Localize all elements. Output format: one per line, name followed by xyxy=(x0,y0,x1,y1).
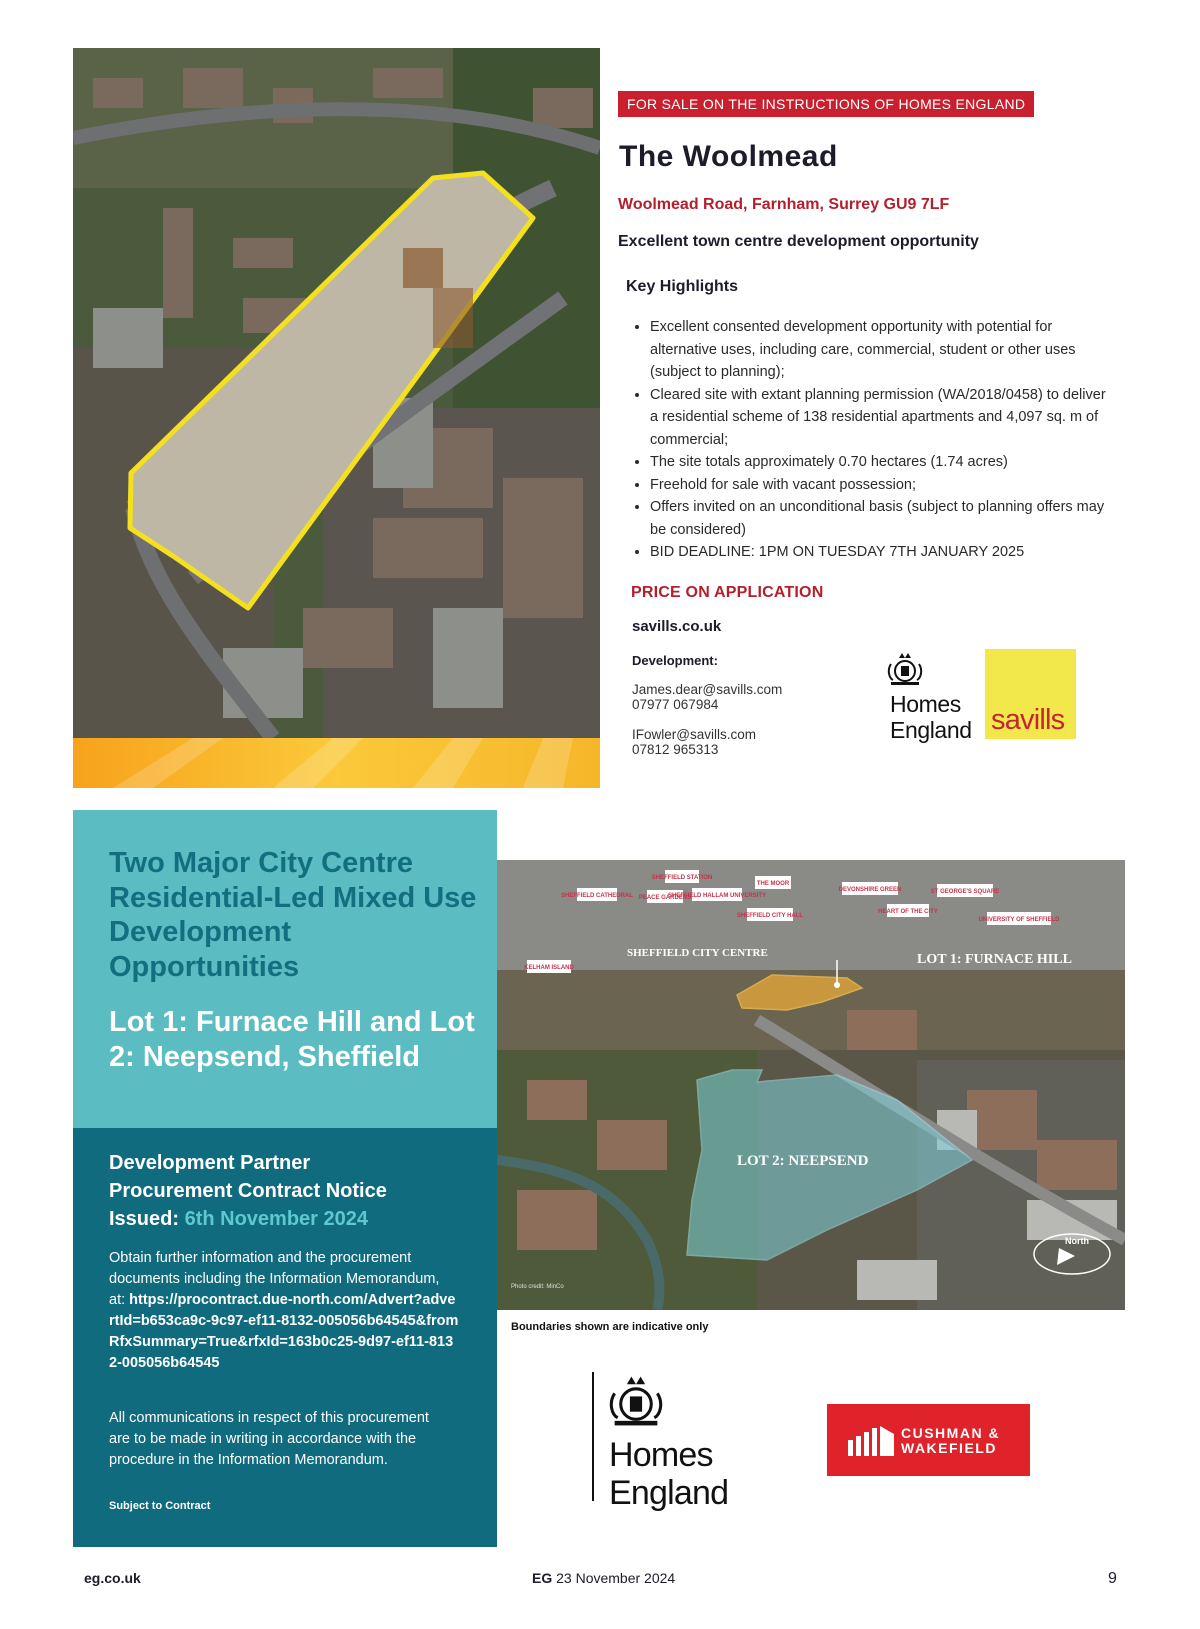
list-item: • Excellent consented development opportunity with potential for alternative uses, including care, commercial, student or other uses (subject to planning); xyxy=(650,316,1110,384)
highlights-list xyxy=(630,316,1110,564)
homes-england-wordmark: Homes England xyxy=(890,691,972,743)
map-label-kelham: KELHAM ISLAND xyxy=(524,965,574,971)
map-label-lot2: LOT 2: NEEPSEND xyxy=(737,1153,869,1169)
map-label-station: SHEFFIELD STATION xyxy=(651,875,713,881)
property-subtitle: Excellent town centre development opportunity xyxy=(618,233,979,250)
map-label-city-centre: SHEFFIELD CITY CENTRE xyxy=(627,947,768,959)
map-label-heart-of-city: HEART OF THE CITY xyxy=(878,909,938,915)
development-label: Development: xyxy=(632,653,718,668)
map-label-devonshire: DEVONSHIRE GREEN xyxy=(838,887,902,893)
list-item: • Freehold for sale with vacant possession; xyxy=(650,474,1110,497)
for-sale-tag: FOR SALE ON THE INSTRUCTIONS OF HOMES ENGLAND xyxy=(618,91,1034,117)
subject-to-contract: Subject to Contract xyxy=(109,1500,211,1512)
property-address: Woolmead Road, Farnham, Surrey GU9 7LF xyxy=(618,196,950,213)
logo-divider xyxy=(592,1372,594,1501)
sheffield-heading: Two Major City Centre Residential-Led Mixed Use Development Opportunities xyxy=(109,847,477,983)
royal-crest-icon xyxy=(885,650,925,688)
map-label-cathedral: SHEFFIELD CATHEDRAL xyxy=(561,893,633,899)
royal-crest-icon xyxy=(604,1372,668,1430)
contact-2-email[interactable]: IFowler@savills.com xyxy=(632,727,756,742)
map-label-lot1: LOT 1: FURNACE HILL xyxy=(917,952,1072,967)
homes-england-wordmark: Homes England xyxy=(609,1436,729,1512)
contact-1-phone: 07977 067984 xyxy=(632,697,719,712)
notice-heading: Development Partner Procurement Contract Notice Issued: 6th November 2024 xyxy=(109,1152,387,1230)
property-title: The Woolmead xyxy=(619,140,838,173)
cushman-wakefield-logo: CUSHMAN & WAKEFIELD xyxy=(827,1404,1030,1476)
contact-2 xyxy=(632,727,756,757)
map-caption: Boundaries shown are indicative only xyxy=(511,1321,709,1333)
notice-body: Obtain further information and the procurement documents including the Information Memorandum, at: https://procontract.due-north.com/Advert?advertId=b653ca9c-9c97-ef11-8132-005056b64545&fromRfxSummary=True&rfxId=163b0c25-9d97-ef11-8132-005056b64545 xyxy=(109,1250,459,1371)
map-label-st-georges: ST GEORGE'S SQUARE xyxy=(930,889,1000,895)
list-item: • Cleared site with extant planning permission (WA/2018/0458) to deliver a residential scheme of 138 residential apartments and 4,097 sq. m of commercial; xyxy=(650,384,1110,452)
contact-1-email[interactable]: James.dear@savills.com xyxy=(632,682,783,697)
page-number: 9 xyxy=(1108,1570,1117,1587)
price-label: PRICE ON APPLICATION xyxy=(631,584,824,601)
map-label-the-moor: THE MOOR xyxy=(756,881,790,887)
map-label-university: UNIVERSITY OF SHEFFIELD xyxy=(978,917,1060,923)
list-item: • The site totals approximately 0.70 hectares (1.74 acres) xyxy=(650,451,1110,474)
map-label-hallam: SHEFFIELD HALLAM UNIVERSITY xyxy=(667,893,767,899)
key-highlights-heading: Key Highlights xyxy=(626,278,739,295)
footer-issue: EG 23 November 2024 xyxy=(532,1570,676,1586)
list-item: • Offers invited on an unconditional basis (subject to planning offers may be considered) xyxy=(650,496,1110,541)
photo-credit: Photo credit: MinCo xyxy=(511,1284,564,1290)
issued-date: 6th November 2024 xyxy=(184,1208,368,1230)
agent-website-link[interactable]: savills.co.uk xyxy=(632,618,722,635)
contact-2-phone: 07812 965313 xyxy=(632,742,719,757)
list-item: • BID DEADLINE: 1PM ON TUESDAY 7TH JANUARY 2025 xyxy=(650,541,1110,564)
footer-site[interactable]: eg.co.uk xyxy=(84,1570,141,1586)
savills-logo: savills xyxy=(985,649,1076,739)
svg-text:North: North xyxy=(1065,1236,1089,1246)
map-label-peace-gardens: PEACE GARDENS xyxy=(638,895,692,901)
communications-text: All communications in respect of this procurement are to be made in writing in accordance with the procedure in the Information Memorandum. xyxy=(109,1410,429,1468)
map-label-city-hall: SHEFFIELD CITY HALL xyxy=(736,913,804,919)
sheffield-lots-heading: Lot 1: Furnace Hill and Lot 2: Neepsend, Sheffield xyxy=(109,1006,475,1073)
procurement-url-link[interactable]: https://procontract.due-north.com/Advert?advertId=b653ca9c-9c97-ef11-8132-005056b64545&fromRfxSummary=True&rfxId=163b0c25-9d97-ef11-8132-005056b64545 xyxy=(109,1292,459,1371)
woolmead-aerial-photo xyxy=(73,48,600,788)
sheffield-aerial-photo xyxy=(497,860,1125,1310)
cushman-buildings-icon xyxy=(848,1426,894,1456)
contact-1 xyxy=(632,682,782,712)
